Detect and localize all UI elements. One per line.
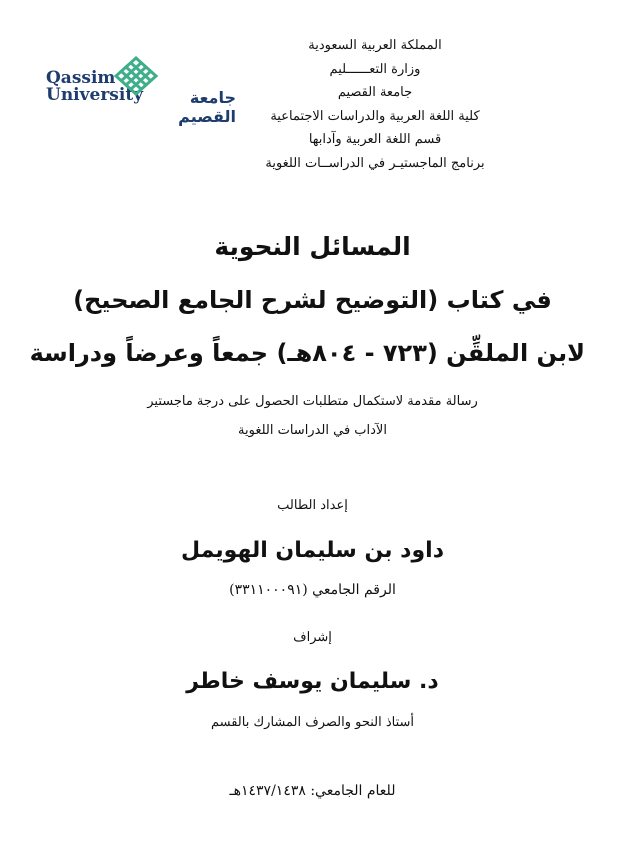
ministry-name: وزارة التعــــــليم [329,61,421,77]
logo-english-text: Qassim University [46,68,144,105]
university-name: جامعة القصيم [337,85,413,100]
degree-statement-line-2: الآداب في الدراسات اللغوية [238,423,387,438]
prepared-by-label: إعداد الطالب [277,498,348,513]
thesis-title-line-3: لابن الملقِّن (٧٢٣ - ٨٠٤هـ) جمعاً وعرضاً ودراسة [29,339,585,367]
qassim-university-logo [36,56,236,126]
student-id: الرقم الجامعي (٣٣١١٠٠٠٩١) [229,582,396,598]
thesis-title-line-2: في كتاب (التوضيح لشرح الجامع الصحيح) [73,286,552,314]
program-name: برنامج الماجستيـر في الدراســات اللغوية [265,155,485,171]
supervisor-position: أستاذ النحو والصرف المشارك بالقسم [210,715,415,730]
country-name: المملكة العربية السعودية [308,38,442,53]
degree-statement-line-1: رسالة مقدمة لاستكمال متطلبات الحصول على درجة ماجستير [147,394,478,409]
college-name: كلية اللغة العربية والدراسات الاجتماعية [270,108,480,124]
student-name: داود بن سليمان الهويمل [181,538,444,563]
thesis-title-line-1: المسائل النحوية [214,232,411,261]
logo-arabic-text: جامعة القصيم [178,88,236,126]
institution-header [245,34,505,175]
academic-year: للعام الجامعي: ١٤٣٧/١٤٣٨هـ [229,783,396,799]
supervision-label: إشراف [293,630,332,645]
department-name: قسم اللغة العربية وآدابها [308,132,442,147]
supervisor-name: د. سليمان يوسف خاطر [186,669,439,694]
